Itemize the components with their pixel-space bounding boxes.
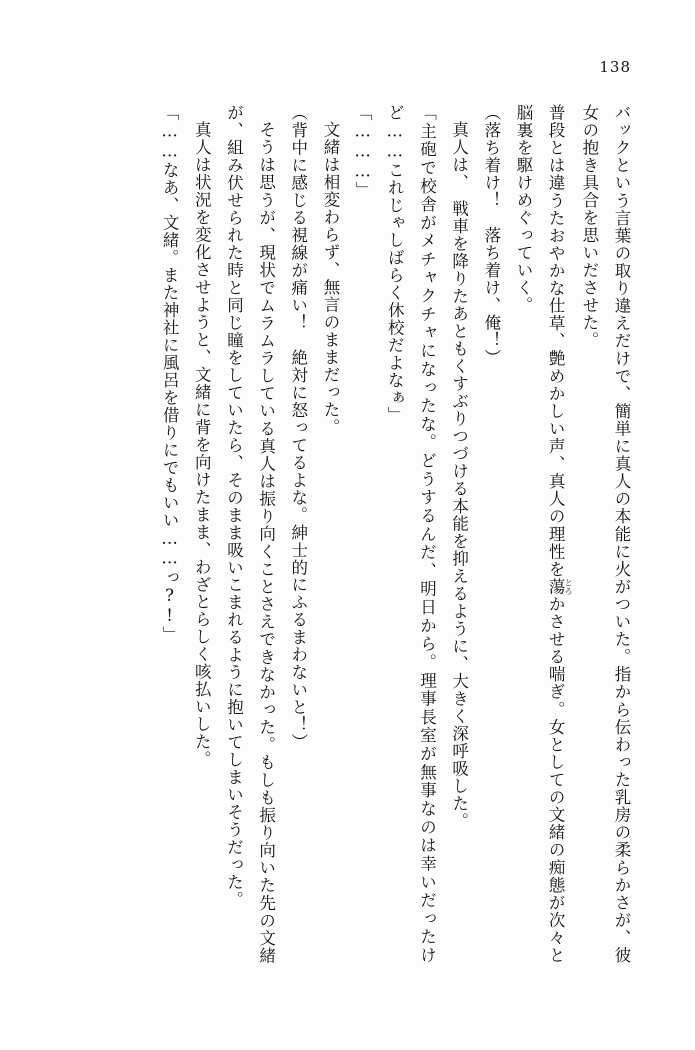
paragraph: 普段とは違うたおやかな仕草、艶めかしい声、真人の理性を蕩 とろかさせる喘ぎ。女としての文緒の痴態が次々と脳裏を駆けめぐっていく。 [513, 104, 574, 964]
paragraph: （背中に感じる視線が痛い！ 絶対に怒ってるよな。紳士的にふるまわないと！） [288, 104, 308, 752]
paragraph: 真人は状況を変化させようと、文緒に背を向けたまま、わざとらしく咳払いした。 [192, 120, 212, 768]
paragraph: 文緒は相変わらず、無言のままだった。 [320, 120, 340, 436]
paragraph: 「主砲で校舎がメチャクチャになったな。どうするんだ、明日から。理事長室が無事なのは幸いだったけど……これじゃしばらく休校だよなぁ」 [385, 104, 437, 964]
paragraph: （落ち着け！ 落ち着け、俺！） [481, 104, 501, 367]
ruby-annotation: 蕩 とろ [546, 577, 574, 596]
paragraph: バックという言葉の取り違えだけで、簡単に真人の本能に火がついた。指から伝わった乳房の柔らかさが、彼女の抱き具合を思いださせた。 [579, 104, 631, 964]
vertical-text-body [62, 104, 637, 964]
paragraph: そうは思うが、現状でムラムラしている真人は振り向くことさえできなかった。もしも振り向いた先の文緒が、組み伏せられた時と同じ瞳をしていたら、そのまま吸いこまれるように抱いてしまいそうだった。 [224, 104, 276, 964]
paragraph: 真人は、 戦車を降りたあともくすぶりつづける本能を抑えるように、大きく深呼吸した。 [449, 120, 469, 830]
paragraph: 「……なあ、文緒。また神社に風呂を借りにでもいい……っ?!」 [160, 104, 180, 644]
page-number: 138 [599, 58, 631, 76]
paragraph: 「………」 [353, 104, 373, 199]
